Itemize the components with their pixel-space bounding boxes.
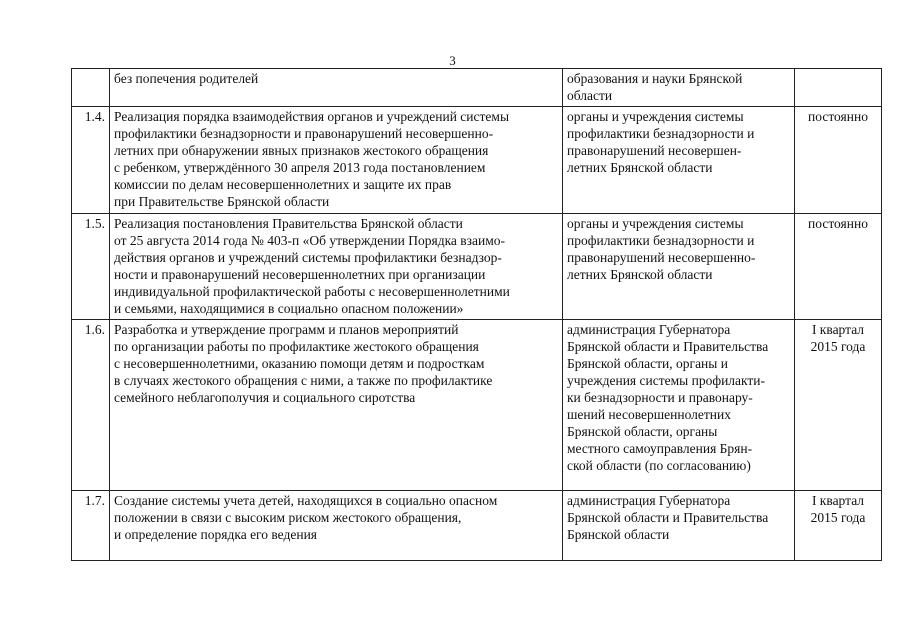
row-number: 1.6. bbox=[72, 320, 110, 491]
activity-cell bbox=[110, 69, 563, 107]
activity-cell bbox=[110, 214, 563, 320]
activity-text: Разработка и утверждение программ и планов мероприятий по организации работы по профилактике жестокого обращения с несовершеннолетними, оказанию помощи детям и подросткам в случаях жестокого обращения с ними, а также по профилактике семейного неблагополучия и социального сиротства bbox=[114, 322, 493, 405]
table-row bbox=[72, 69, 882, 107]
row-number: 1.5. bbox=[72, 214, 110, 320]
executor-text: органы и учреждения системы профилактики безнадзорности и правонарушений несовершенно- летних Брянской области bbox=[567, 216, 756, 282]
term-cell bbox=[795, 107, 882, 214]
activity-cell bbox=[110, 107, 563, 214]
activity-text: без попечения родителей bbox=[114, 71, 259, 86]
executor-cell bbox=[563, 107, 795, 214]
page-number: 3 bbox=[449, 53, 456, 68]
plan-table bbox=[71, 68, 882, 561]
table-row bbox=[72, 107, 882, 214]
term-cell bbox=[795, 214, 882, 320]
term-cell bbox=[795, 320, 882, 491]
activity-cell bbox=[110, 491, 563, 561]
term-cell bbox=[795, 491, 882, 561]
executor-cell bbox=[563, 491, 795, 561]
row-number: 1.7. bbox=[72, 491, 110, 561]
executor-text: администрация Губернатора Брянской области и Правительства Брянской области, органы и учреждения системы профилакти- ки безнадзорности и правонару- шений несовершеннолетних Брянской области, органы местного самоуправления Брян- ской области (по согласованию) bbox=[567, 322, 769, 473]
activity-cell bbox=[110, 320, 563, 491]
row-number bbox=[72, 69, 110, 107]
executor-text: образования и науки Брянской области bbox=[567, 71, 743, 103]
executor-text: администрация Губернатора Брянской области и Правительства Брянской области bbox=[567, 493, 769, 542]
term-text: I квартал 2015 года bbox=[810, 322, 866, 354]
executor-cell bbox=[563, 69, 795, 107]
activity-text: Реализация порядка взаимодействия органов и учреждений системы профилактики безнадзорности и правонарушений несовершенно- летних при обнаружении явных признаков жестокого обращения с ребенком, утверждённого 30 апреля 2013 года постановлением комиссии по делам несовершеннолетних и защите их прав при Правительстве Брянской области bbox=[114, 109, 510, 209]
executor-text: органы и учреждения системы профилактики безнадзорности и правонарушений несовершен- летних Брянской области bbox=[567, 109, 755, 175]
term-text: постоянно bbox=[808, 216, 868, 231]
executor-cell bbox=[563, 214, 795, 320]
term-cell bbox=[795, 69, 882, 107]
activity-text: Реализация постановления Правительства Брянской области от 25 августа 2014 года № 403-п «Об утверждении Порядка взаимо- действия органов и учреждений системы профилактики безнадзор- ности и правонарушений несовершеннолетних при организации индивидуальной профилактической работы с несовершеннолетними и семьями, находящимися в социально опасном положении» bbox=[114, 216, 510, 316]
row-number: 1.4. bbox=[72, 107, 110, 214]
activity-text: Создание системы учета детей, находящихся в социально опасном положении в связи с высоким риском жестокого обращения, и определение порядка его ведения bbox=[114, 493, 498, 542]
table-row bbox=[72, 214, 882, 320]
executor-cell bbox=[563, 320, 795, 491]
term-text: постоянно bbox=[808, 109, 868, 124]
table-row bbox=[72, 491, 882, 561]
term-text: I квартал 2015 года bbox=[810, 493, 866, 525]
table-row bbox=[72, 320, 882, 491]
